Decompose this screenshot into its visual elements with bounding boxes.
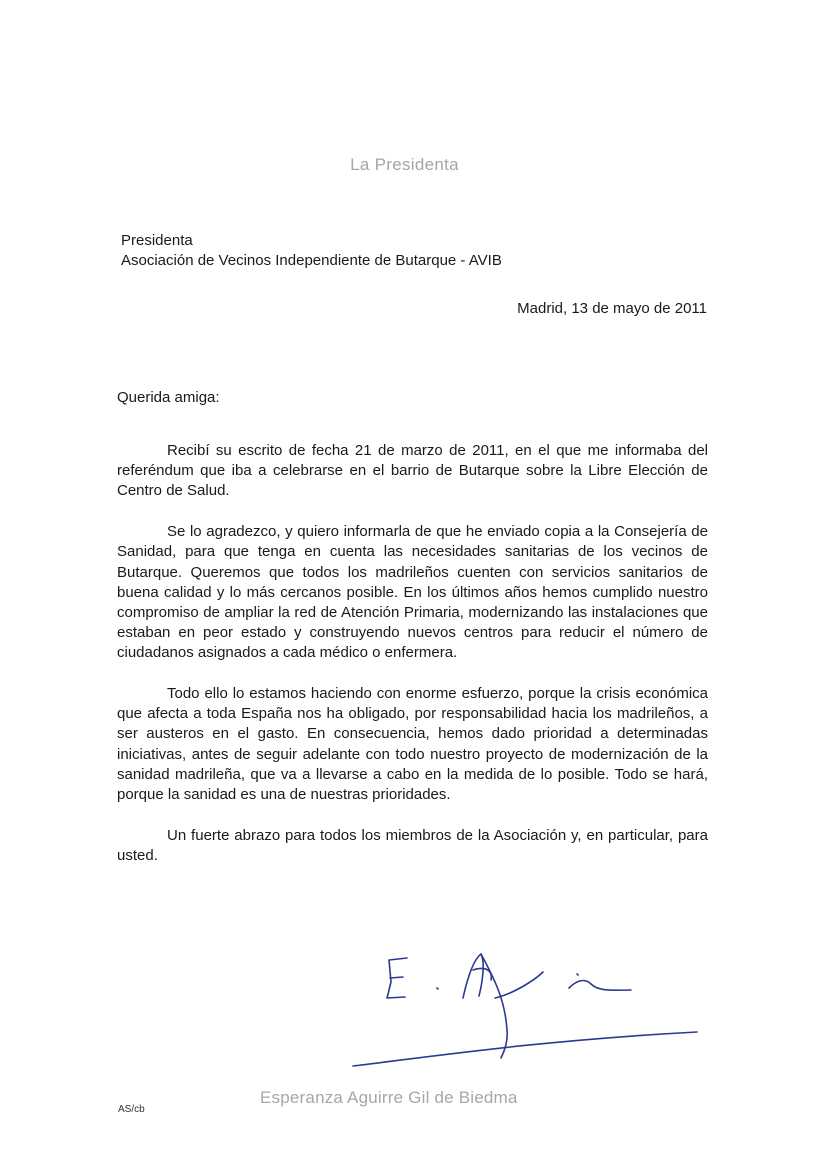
reference-initials: AS/cb	[118, 1104, 145, 1115]
letter-date: Madrid, 13 de mayo de 2011	[517, 300, 707, 317]
body-paragraph: Recibí su escrito de fecha 21 de marzo de 2011, en el que me informaba del referéndum que iba a celebrarse en el barrio de Butarque sobre la Libre Elección de Centro de Salud.	[117, 442, 708, 500]
signature-icon	[345, 940, 705, 1070]
letterhead	[0, 155, 813, 175]
body-paragraph: Todo ello lo estamos haciendo con enorme esfuerzo, porque la crisis económica que afecta a toda España nos ha obligado, por responsabilidad hacia los madrileños, a ser austeros en el gasto. En consecuencia, hemos dado prioridad a determinadas iniciativas, antes de seguir adelante con todo nuestro proyecto de modernización de la sanidad madrileña, que va a llevarse a cabo en la medida de lo posible. Todo se hará, porque la sanidad es una de nuestras prioridades.	[117, 685, 708, 804]
letter-body	[117, 441, 708, 887]
recipient-block	[121, 231, 502, 271]
handwritten-signature	[345, 940, 705, 1070]
salutation: Querida amiga:	[117, 389, 220, 406]
body-paragraph: Un fuerte abrazo para todos los miembros de la Asociación y, en particular, para usted.	[117, 826, 708, 864]
letterhead-title: La Presidenta	[350, 155, 459, 174]
recipient-organization: Asociación de Vecinos Independiente de Butarque - AVIB	[121, 252, 502, 269]
signer-name: Esperanza Aguirre Gil de Biedma	[260, 1088, 518, 1107]
recipient-title: Presidenta	[121, 232, 193, 249]
body-paragraph: Se lo agradezco, y quiero informarla de que he enviado copia a la Consejería de Sanidad, para que tenga en cuenta las necesidades sanitarias de los vecinos de Butarque. Queremos que todos los madrileños cuenten con servicios sanitarios de buena calidad y lo más cercanos posible. En los últimos años hemos cumplido nuestro compromiso de ampliar la red de Atención Primaria, modernizando las instalaciones que estaban en peor estado y construyendo nuevos centros para reducir el número de ciudadanos asignados a cada médico o enfermera.	[117, 523, 708, 662]
